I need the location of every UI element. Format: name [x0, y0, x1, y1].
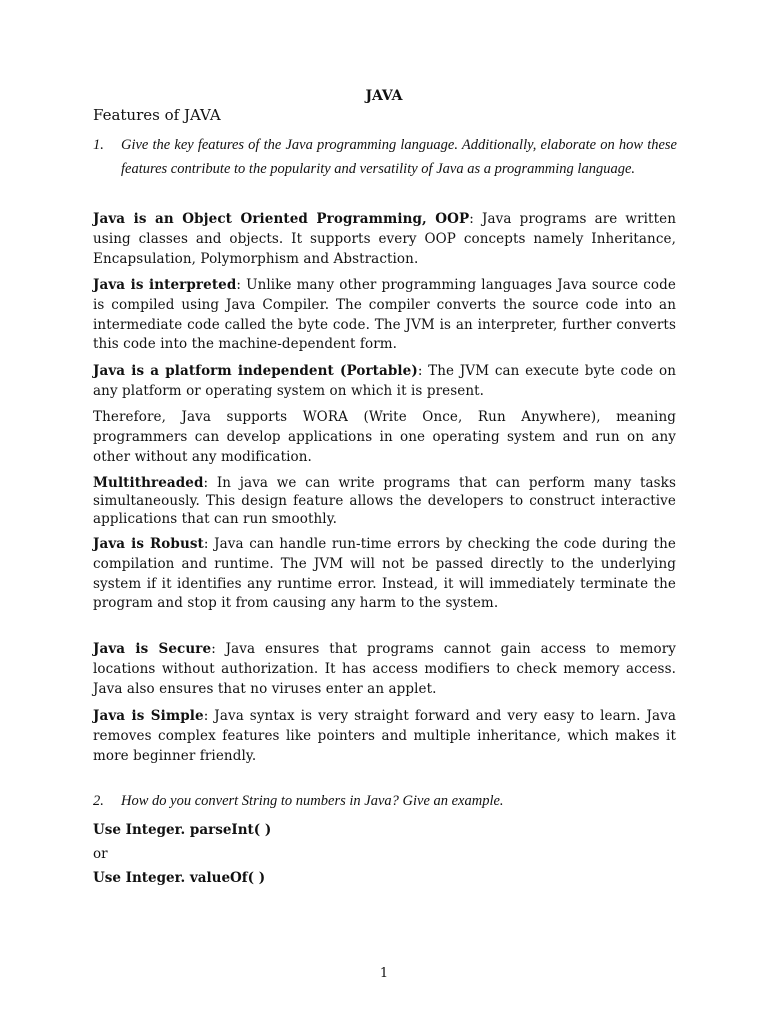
feature-paragraph-simple — [93, 707, 676, 766]
feature-paragraph-oop — [93, 210, 676, 269]
feature-text: : The JVM can execute byte code on any platform or operating system on which it is present. — [93, 363, 676, 399]
question-1 — [93, 134, 677, 181]
document-title: JAVA — [365, 88, 403, 104]
question-text: Give the key features of the Java programming language. Additionally, elaborate on how these features contribute to the popularity and versatility of Java as a programming language. — [121, 137, 677, 177]
feature-term: Java is Simple — [93, 708, 204, 724]
feature-text: : Java programs are written using classes and objects. It supports every OOP concepts namely Inheritance, Encapsulation, Polymorphism and Abstraction. — [93, 211, 676, 267]
question-text: How do you convert String to numbers in Java? Give an example. — [121, 793, 504, 809]
feature-text: : Java ensures that programs cannot gain access to memory locations without authorization. It has access modifiers to check memory access. Java also ensures that no viruses enter an applet. — [93, 641, 676, 697]
answer-line-1 — [93, 822, 271, 838]
question-number: 1. — [93, 137, 104, 153]
feature-term: Java is an Object Oriented Programming, OOP — [93, 211, 470, 227]
feature-term: Java is interpreted — [93, 277, 237, 293]
feature-paragraph-portable — [93, 362, 676, 402]
answer-line-2 — [93, 870, 265, 886]
answer-method: Use Integer. valueOf( ) — [93, 870, 266, 886]
answer-or: or — [93, 846, 108, 862]
feature-text: : Java syntax is very straight forward and very easy to learn. Java removes complex features like pointers and multiple inheritance, which makes it more beginner friendly. — [93, 708, 676, 764]
feature-paragraph-multithreaded — [93, 475, 676, 528]
answer-method: Use Integer. parseInt( ) — [93, 822, 272, 838]
question-2 — [93, 790, 677, 814]
feature-term: Multithreaded — [93, 475, 204, 491]
feature-paragraph-robust — [93, 535, 676, 614]
feature-term: Java is Secure — [93, 641, 212, 657]
feature-paragraph-secure — [93, 640, 676, 699]
feature-text: : In java we can write programs that can perform many tasks simultaneously. This design feature allows the developers to construct interactive applications that can run smoothly. — [93, 475, 676, 527]
feature-text: : Unlike many other programming languages Java source code is compiled using Java Compiler. The compiler converts the source code into an intermediate code called the byte code. The JVM is an interpreter, further converts this code into the machine-dependent form. — [93, 277, 676, 353]
document-subtitle: Features of JAVA — [93, 106, 221, 124]
feature-term: Java is a platform independent (Portable) — [93, 363, 418, 379]
feature-paragraph-interpreted — [93, 276, 676, 355]
feature-text: : Java can handle run-time errors by checking the code during the compilation and runtime. The JVM will not be passed directly to the underlying system if it identifies any runtime error. Instead, it will immediately terminate the program and stop it from causing any harm to the system. — [93, 536, 677, 612]
feature-text: Therefore, Java supports WORA (Write Once, Run Anywhere), meaning programmers can develop applications in one operating system and run on any other without any modification. — [93, 409, 676, 465]
feature-term: Java is Robust — [93, 536, 204, 552]
page-number: 1 — [379, 966, 389, 981]
feature-paragraph-wora — [93, 408, 676, 467]
question-number: 2. — [93, 793, 104, 809]
